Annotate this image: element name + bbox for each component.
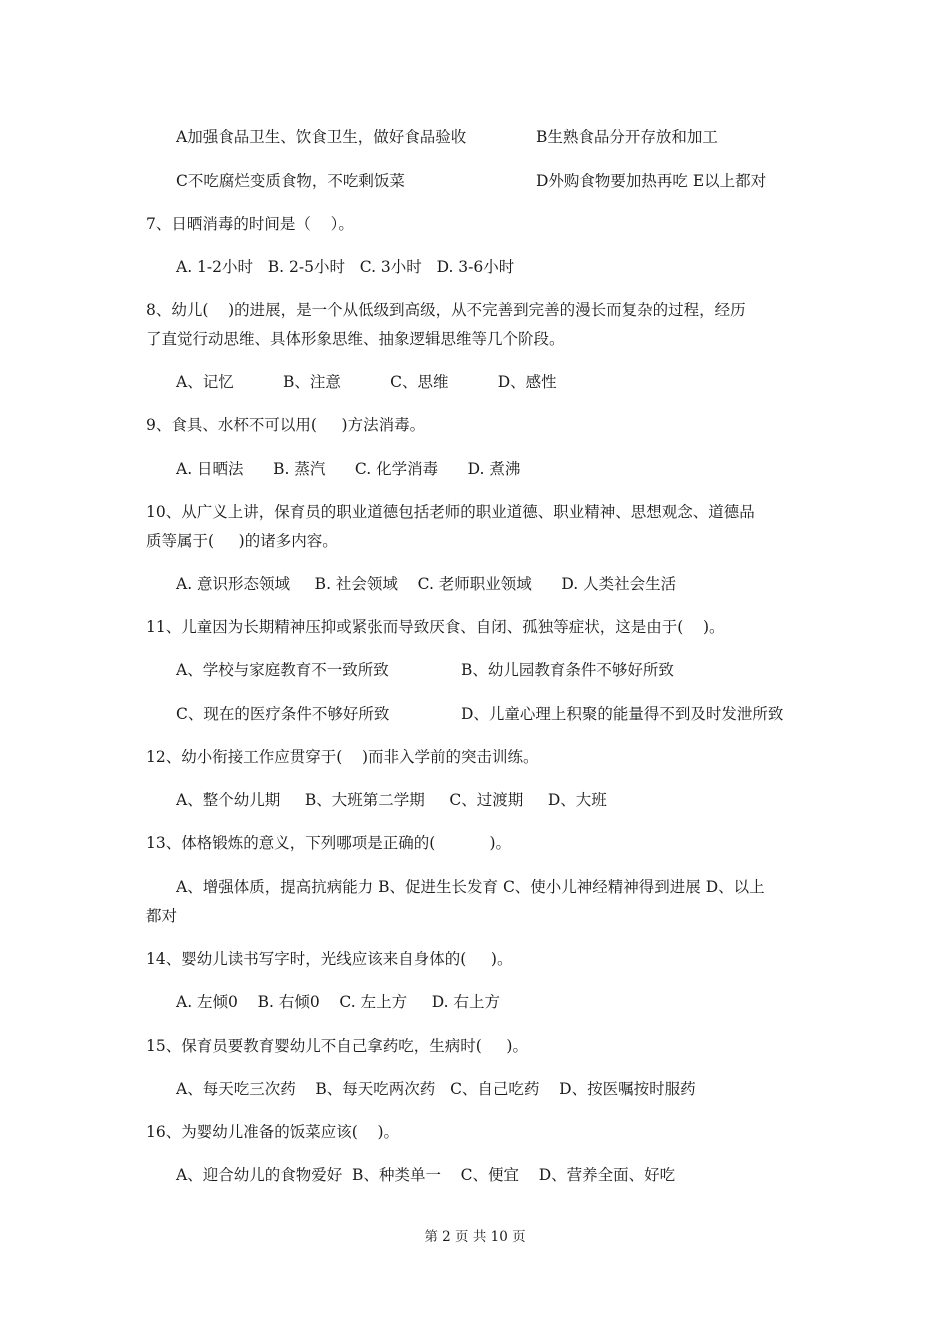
option-line: C不吃腐烂变质食物，不吃剩饭菜 <box>176 172 405 190</box>
options-8: A、记忆 B、注意 C、思维 D、感性 <box>176 373 557 391</box>
option-line: D、儿童心理上积聚的能量得不到及时发泄所致 <box>461 705 784 723</box>
options-7: A. 1-2小时 B. 2-5小时 C. 3小时 D. 3-6小时 <box>176 258 515 276</box>
options-12: A、整个幼儿期 B、大班第二学期 C、过渡期 D、大班 <box>176 791 607 809</box>
question-11: 11、儿童因为长期精神压抑或紧张而导致厌食、自闭、孤独等症状，这是由于( )。 <box>146 618 725 636</box>
question-16: 16、为婴幼儿准备的饭菜应该( )。 <box>146 1123 400 1141</box>
question-8: 8、幼儿( )的进展，是一个从低级到高级，从不完善到完善的漫长而复杂的过程，经历 <box>146 301 746 319</box>
options-16: A、迎合幼儿的食物爱好 B、种类单一 C、便宜 D、营养全面、好吃 <box>176 1166 676 1184</box>
question-9: 9、食具、水杯不可以用( )方法消毒。 <box>146 416 426 434</box>
options-13: A、增强体质，提高抗病能力 B、促进生长发育 C、使小儿神经精神得到进展 D、以上 <box>176 878 765 896</box>
options-15: A、每天吃三次药 B、每天吃两次药 C、自己吃药 D、按医嘱按时服药 <box>176 1080 696 1098</box>
option-line: A加强食品卫生、饮食卫生，做好食品验收 <box>176 128 467 146</box>
question-8-cont: 了直觉行动思维、具体形象思维、抽象逻辑思维等几个阶段。 <box>146 330 565 348</box>
option-line: A、学校与家庭教育不一致所致 <box>176 661 389 679</box>
question-14: 14、婴幼儿读书写字时，光线应该来自身体的( )。 <box>146 950 513 968</box>
question-15: 15、保育员要教育婴幼儿不自己拿药吃，生病时( )。 <box>146 1037 528 1055</box>
options-14: A. 左倾0 B. 右倾0 C. 左上方 D. 右上方 <box>176 993 500 1011</box>
option-line: B生熟食品分开存放和加工 <box>536 128 718 146</box>
page-footer: 第 2 页 共 10 页 <box>424 1229 526 1245</box>
question-10-cont: 质等属于( )的诸多内容。 <box>146 532 338 550</box>
question-7: 7、日晒消毒的时间是（ ）。 <box>146 215 354 233</box>
options-13-cont: 都对 <box>146 907 178 925</box>
option-line: B、幼儿园教育条件不够好所致 <box>461 661 674 679</box>
question-12: 12、幼小衔接工作应贯穿于( )而非入学前的突击训练。 <box>146 748 539 766</box>
option-line: C、现在的医疗条件不够好所致 <box>176 705 390 723</box>
question-10: 10、从广义上讲，保育员的职业道德包括老师的职业道德、职业精神、思想观念、道德品 <box>146 503 755 521</box>
option-line: D外购食物要加热再吃 E以上都对 <box>536 172 767 190</box>
options-10: A. 意识形态领域 B. 社会领域 C. 老师职业领域 D. 人类社会生活 <box>176 575 677 593</box>
options-9: A. 日晒法 B. 蒸汽 C. 化学消毒 D. 煮沸 <box>176 460 521 478</box>
question-13: 13、体格锻炼的意义，下列哪项是正确的( )。 <box>146 834 512 852</box>
